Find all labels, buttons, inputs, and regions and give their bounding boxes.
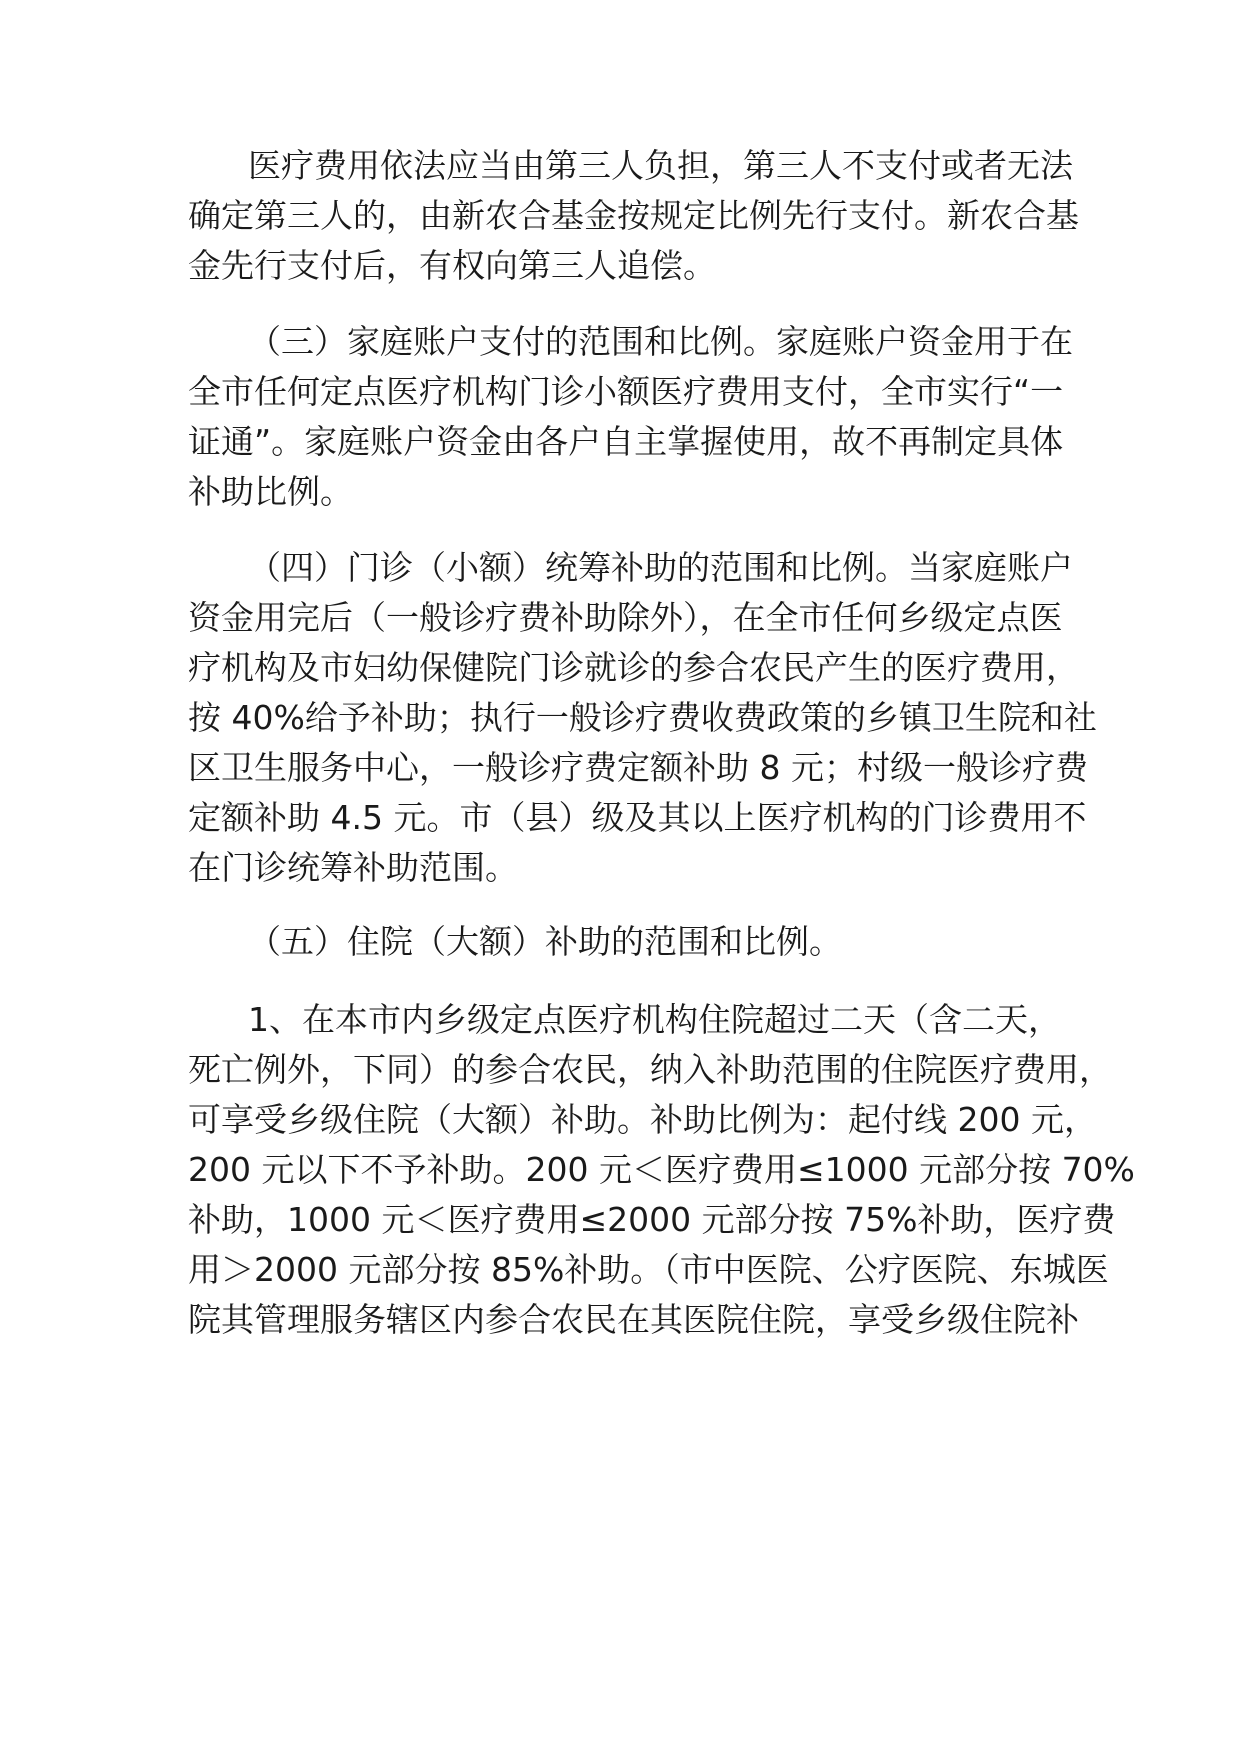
paragraph-3-line-2: 资金用完后（一般诊疗费补助除外），在全市任何乡级定点医 [188, 598, 1063, 637]
paragraph-3-line-6: 定额补助 4.5 元。市（县）级及其以上医疗机构的门诊费用不 [188, 798, 1087, 837]
paragraph-5-line-1: 1、在本市内乡级定点医疗机构住院超过二天（含二天， [248, 1000, 1061, 1039]
paragraph-2-line-3: 证通”。家庭账户资金由各户自主掌握使用，故不再制定具体 [188, 422, 1064, 461]
paragraph-5-line-4: 200 元以下不予补助。200 元＜医疗费用≤1000 元部分按 70% [188, 1150, 1135, 1189]
paragraph-2-line-2: 全市任何定点医疗机构门诊小额医疗费用支付，全市实行“一 [188, 372, 1064, 411]
paragraph-3-line-5: 区卫生服务中心，一般诊疗费定额补助 8 元；村级一般诊疗费 [188, 748, 1088, 787]
paragraph-2-line-1: （三）家庭账户支付的范围和比例。家庭账户资金用于在 [248, 322, 1073, 361]
paragraph-5-line-5: 补助，1000 元＜医疗费用≤2000 元部分按 75%补助，医疗费 [188, 1200, 1116, 1239]
paragraph-3-line-1: （四）门诊（小额）统筹补助的范围和比例。当家庭账户 [248, 548, 1073, 587]
paragraph-4-line-1: （五）住院（大额）补助的范围和比例。 [248, 922, 842, 961]
paragraph-1-line-3: 金先行支付后，有权向第三人追偿。 [188, 246, 716, 285]
paragraph-3-line-3: 疗机构及市妇幼保健院门诊就诊的参合农民产生的医疗费用， [188, 648, 1079, 687]
paragraph-2-line-4: 补助比例。 [188, 472, 353, 511]
paragraph-1-line-1: 医疗费用依法应当由第三人负担，第三人不支付或者无法 [248, 146, 1073, 185]
paragraph-3-line-7: 在门诊统筹补助范围。 [188, 848, 518, 887]
paragraph-5-line-6: 用＞2000 元部分按 85%补助。（市中医院、公疗医院、东城医 [188, 1250, 1109, 1289]
paragraph-3-line-4: 按 40%给予补助；执行一般诊疗费收费政策的乡镇卫生院和社 [188, 698, 1097, 737]
paragraph-5-line-2: 死亡例外，下同）的参合农民，纳入补助范围的住院医疗费用， [188, 1050, 1112, 1089]
paragraph-5-line-3: 可享受乡级住院（大额）补助。补助比例为：起付线 200 元， [188, 1100, 1097, 1139]
paragraph-5-line-7: 院其管理服务辖区内参合农民在其医院住院，享受乡级住院补 [188, 1300, 1079, 1339]
paragraph-1-line-2: 确定第三人的，由新农合基金按规定比例先行支付。新农合基 [188, 196, 1079, 235]
